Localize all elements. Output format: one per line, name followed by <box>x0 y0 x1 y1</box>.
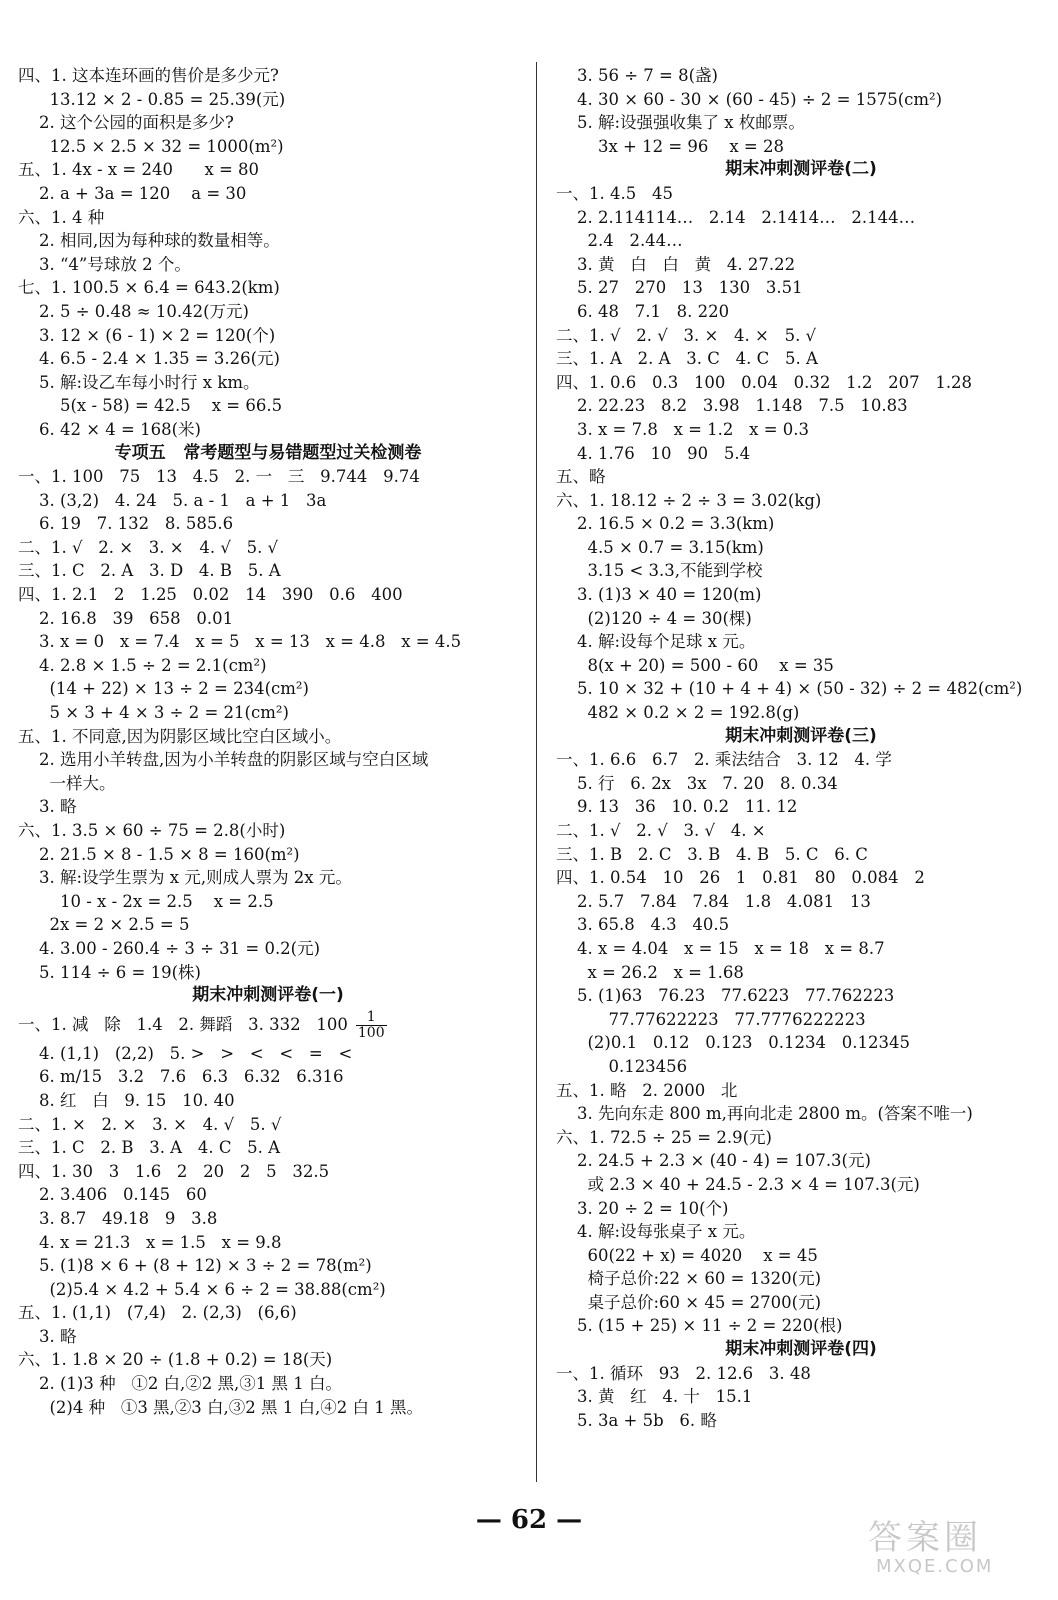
answer-line: 4. 2.8 × 1.5 ÷ 2 = 2.1(cm²) <box>18 655 267 675</box>
answer-line: 3.15 < 3.3,不能到学校 <box>556 561 763 581</box>
answer-line: 五、略 <box>556 467 606 487</box>
fraction-denominator: 100 <box>357 1024 385 1041</box>
answer-line: 五、1. 略 2. 2000 北 <box>556 1080 738 1100</box>
answer-line: 四、1. 2.1 2 1.25 0.02 14 390 0.6 400 <box>18 585 403 605</box>
answer-line: 2. 相同,因为每种球的数量相等。 <box>18 231 280 251</box>
answer-line: 0.123456 <box>556 1056 688 1076</box>
answer-line: 3x + 12 = 96 x = 28 <box>556 136 784 156</box>
answer-line: 二、1. √ 2. √ 3. × 4. × 5. √ <box>556 325 817 345</box>
answer-line: 5. 3a + 5b 6. 略 <box>556 1410 717 1430</box>
section-heading: 期末冲刺测评卷(四) <box>725 1339 877 1360</box>
answer-line: 9. 13 36 10. 0.2 11. 12 <box>556 797 798 817</box>
answer-line: 五、1. 不同意,因为阴影区域比空白区域小。 <box>18 726 342 746</box>
answer-line: 4. x = 4.04 x = 15 x = 18 x = 8.7 <box>556 938 885 958</box>
answer-line: 四、1. 30 3 1.6 2 20 2 5 32.5 <box>18 1161 330 1181</box>
answer-line: 4. 6.5 - 2.4 × 1.35 = 3.26(元) <box>18 349 280 369</box>
answer-line: 5. (1)63 76.23 77.6223 77.762223 <box>556 986 895 1006</box>
answer-line: 4. 解:设每个足球 x 元。 <box>556 632 756 652</box>
answer-line: 4. 30 × 60 - 30 × (60 - 45) ÷ 2 = 1575(cm²) <box>556 89 943 109</box>
answer-line: 四、1. 0.6 0.3 100 0.04 0.32 1.2 207 1.28 <box>556 372 973 392</box>
answer-line: 3. (3,2) 4. 24 5. a - 1 a + 1 3a <box>18 490 327 510</box>
answer-line: 四、1. 0.54 10 26 1 0.81 80 0.084 2 <box>556 868 925 888</box>
answer-line: 或 2.3 × 40 + 24.5 - 2.3 × 4 = 107.3(元) <box>556 1174 920 1194</box>
answer-line: 椅子总价:22 × 60 = 1320(元) <box>556 1269 822 1289</box>
answer-line: (2)5.4 × 4.2 + 5.4 × 6 ÷ 2 = 38.88(cm²) <box>18 1279 386 1299</box>
answer-line: 6. m/15 3.2 7.6 6.3 6.32 6.316 <box>18 1067 344 1087</box>
answer-line: 一、1. 100 75 13 4.5 2. 一 三 9.744 9.74 <box>18 467 420 487</box>
answer-line: 6. 42 × 4 = 168(米) <box>18 419 201 439</box>
answer-line: 2. 选用小羊转盘,因为小羊转盘的阴影区域与空白区域 <box>18 750 429 770</box>
answer-line: 4.5 × 0.7 = 3.15(km) <box>556 537 764 557</box>
answer-line: 5 × 3 + 4 × 3 ÷ 2 = 21(cm²) <box>18 703 289 723</box>
answer-line: 77.77622223 77.7776222223 <box>556 1009 866 1029</box>
answer-line: 3. x = 7.8 x = 1.2 x = 0.3 <box>556 419 810 439</box>
watermark-text: 答案圈 <box>868 1518 982 1558</box>
answer-line: 六、1. 18.12 ÷ 2 ÷ 3 = 3.02(kg) <box>556 490 822 510</box>
answer-line: 3. 8.7 49.18 9 3.8 <box>18 1208 218 1228</box>
answer-line: 2. 5.7 7.84 7.84 1.8 4.081 13 <box>556 891 871 911</box>
answer-line: 一样大。 <box>18 773 116 793</box>
right-column <box>556 64 1046 1432</box>
answer-line: 2. 16.5 × 0.2 = 3.3(km) <box>556 514 775 534</box>
left-column <box>18 64 518 1419</box>
answer-line: 3. x = 0 x = 7.4 x = 5 x = 13 x = 4.8 x = 4.5 <box>18 632 462 652</box>
answer-line: 13.12 × 2 - 0.85 = 25.39(元) <box>18 89 286 109</box>
answer-line: 5. 10 × 32 + (10 + 4 + 4) × (50 - 32) ÷ 2 = 482(cm²) <box>556 679 1023 699</box>
answer-line: 3. 略 <box>18 1326 77 1346</box>
answer-line: 二、1. × 2. × 3. × 4. √ 5. √ <box>18 1114 282 1134</box>
answer-line: 3. 黄 红 4. 十 15.1 <box>556 1387 753 1407</box>
answer-line: 2.4 2.44… <box>556 231 683 251</box>
answer-line: 2. 3.406 0.145 60 <box>18 1185 207 1205</box>
answer-line: 3. 20 ÷ 2 = 10(个) <box>556 1198 729 1218</box>
answer-line: 2. 5 ÷ 0.48 ≈ 10.42(万元) <box>18 301 249 321</box>
answer-line: (2)120 ÷ 4 = 30(棵) <box>556 608 752 628</box>
section-heading: 期末冲刺测评卷(一) <box>192 985 344 1006</box>
answer-line: 4. (1,1) (2,2) 5. > > < < = < <box>18 1043 353 1063</box>
answer-line: 五、1. (1,1) (7,4) 2. (2,3) (6,6) <box>18 1303 297 1323</box>
answer-line: 三、1. C 2. B 3. A 4. C 5. A <box>18 1138 281 1158</box>
answer-line: 2. 2.114114… 2.14 2.1414… 2.144… <box>556 207 916 227</box>
answer-line: 2. 24.5 + 2.3 × (40 - 4) = 107.3(元) <box>556 1151 871 1171</box>
answer-line: 5. 行 6. 2x 3x 7. 20 8. 0.34 <box>556 773 838 793</box>
answer-line: 2. (1)3 种 ①2 白,②2 黑,③1 黑 1 白。 <box>18 1374 343 1394</box>
answer-line: 2. 16.8 39 658 0.01 <box>18 608 234 628</box>
section-heading: 期末冲刺测评卷(二) <box>725 159 877 180</box>
answer-line: 482 × 0.2 × 2 = 192.8(g) <box>556 703 800 723</box>
watermark-url: MXQE.COM <box>876 1556 994 1577</box>
answer-line: 5. 27 270 13 130 3.51 <box>556 278 803 298</box>
answer-line: 3. 略 <box>18 797 77 817</box>
answer-line: 4. x = 21.3 x = 1.5 x = 9.8 <box>18 1232 282 1252</box>
answer-line: 3. 56 ÷ 7 = 8(盏) <box>556 66 718 85</box>
answer-line: 一、1. 减 除 1.4 2. 舞蹈 3. 332 100 $\frac{1}{100}$ <box>18 1008 385 1041</box>
answer-line: 3. 黄 白 白 黄 4. 27.22 <box>556 254 796 274</box>
answer-line: 二、1. √ 2. √ 3. √ 4. × <box>556 821 766 840</box>
answer-line: x = 26.2 x = 1.68 <box>556 962 744 982</box>
answer-line: 4. 解:设每张桌子 x 元。 <box>556 1222 756 1242</box>
page-number: — 62 — <box>475 1505 583 1535</box>
answer-line: 3. (1)3 × 40 = 120(m) <box>556 585 762 605</box>
answer-line: 5(x - 58) = 42.5 x = 66.5 <box>18 396 283 416</box>
section-heading: 期末冲刺测评卷(三) <box>725 725 877 746</box>
answer-line: 8(x + 20) = 500 - 60 x = 35 <box>556 655 834 675</box>
answer-line: 4. 1.76 10 90 5.4 <box>556 443 751 463</box>
answer-line: 三、1. A 2. A 3. C 4. C 5. A <box>556 349 818 369</box>
answer-line: 七、1. 100.5 × 6.4 = 643.2(km) <box>18 278 280 298</box>
answer-line: 一、1. 6.6 6.7 2. 乘法结合 3. 12 4. 学 <box>556 750 892 770</box>
answer-line: 六、1. 4 种 <box>18 207 105 227</box>
answer-line: 5. 解:设乙车每小时行 x km。 <box>18 372 260 392</box>
answer-line: 2x = 2 × 2.5 = 5 <box>18 915 190 935</box>
answer-line: (2)0.1 0.12 0.123 0.1234 0.12345 <box>556 1033 910 1053</box>
answer-line: 4. 3.00 - 260.4 ÷ 3 ÷ 31 = 0.2(元) <box>18 938 321 958</box>
answer-line: 桌子总价:60 × 45 = 2700(元) <box>556 1292 822 1312</box>
answer-line: 3. 12 × (6 - 1) × 2 = 120(个) <box>18 325 276 345</box>
answer-line: 2. 22.23 8.2 3.98 1.148 7.5 10.83 <box>556 396 908 416</box>
fraction <box>356 1010 387 1041</box>
answer-line: 6. 19 7. 132 8. 585.6 <box>18 514 234 534</box>
answer-line: 3. 先向东走 800 m,再向北走 2800 m。(答案不唯一) <box>556 1104 973 1124</box>
answer-line: 3. 65.8 4.3 40.5 <box>556 915 730 935</box>
answer-line: 5. 114 ÷ 6 = 19(株) <box>18 962 201 982</box>
answer-line: 2. 这个公园的面积是多少? <box>18 113 234 133</box>
answer-line: 二、1. √ 2. × 3. × 4. √ 5. √ <box>18 537 279 557</box>
answer-line: 三、1. B 2. C 3. B 4. B 5. C 6. C <box>556 844 868 864</box>
answer-line: 60(22 + x) = 4020 x = 45 <box>556 1245 818 1265</box>
answer-line: 六、1. 72.5 ÷ 25 = 2.9(元) <box>556 1127 772 1147</box>
answer-line: 6. 48 7.1 8. 220 <box>556 301 730 321</box>
column-divider <box>536 62 537 1482</box>
answer-line: 六、1. 3.5 × 60 ÷ 75 = 2.8(小时) <box>18 821 286 840</box>
answer-line: 一、1. 4.5 45 <box>556 183 673 203</box>
answer-line: 六、1. 1.8 × 20 ÷ (1.8 + 0.2) = 18(天) <box>18 1350 333 1370</box>
answer-line: 一、1. 循环 93 2. 12.6 3. 48 <box>556 1363 811 1383</box>
answer-line: (2)4 种 ①3 黑,②3 白,③2 黑 1 白,④2 白 1 黑。 <box>18 1397 423 1417</box>
answer-line: 12.5 × 2.5 × 32 = 1000(m²) <box>18 136 284 156</box>
watermark-logo <box>858 1502 1036 1584</box>
answer-line: 五、1. 4x - x = 240 x = 80 <box>18 160 260 180</box>
section-heading: 专项五 常考题型与易错题型过关检测卷 <box>114 442 422 463</box>
answer-line: 2. 21.5 × 8 - 1.5 × 8 = 160(m²) <box>18 844 300 864</box>
answer-line: 5. (1)8 × 6 + (8 + 12) × 3 ÷ 2 = 78(m²) <box>18 1256 372 1276</box>
answer-line: 3. 解:设学生票为 x 元,则成人票为 2x 元。 <box>18 868 352 888</box>
answer-line: 10 - x - 2x = 2.5 x = 2.5 <box>18 891 274 911</box>
answer-line: 四、1. 这本连环画的售价是多少元? <box>18 66 279 85</box>
answer-line: (14 + 22) × 13 ÷ 2 = 234(cm²) <box>18 679 309 699</box>
answer-line: 8. 红 白 9. 15 10. 40 <box>18 1090 235 1110</box>
answer-line: 2. a + 3a = 120 a = 30 <box>18 183 247 203</box>
answer-line: 三、1. C 2. A 3. D 4. B 5. A <box>18 561 281 581</box>
fraction-numerator: 1 <box>356 1010 387 1026</box>
answer-line: 5. (15 + 25) × 11 ÷ 2 = 220(根) <box>556 1316 843 1336</box>
answer-line: 3. “4”号球放 2 个。 <box>18 254 191 274</box>
answer-line: 5. 解:设强强收集了 x 枚邮票。 <box>556 113 805 133</box>
